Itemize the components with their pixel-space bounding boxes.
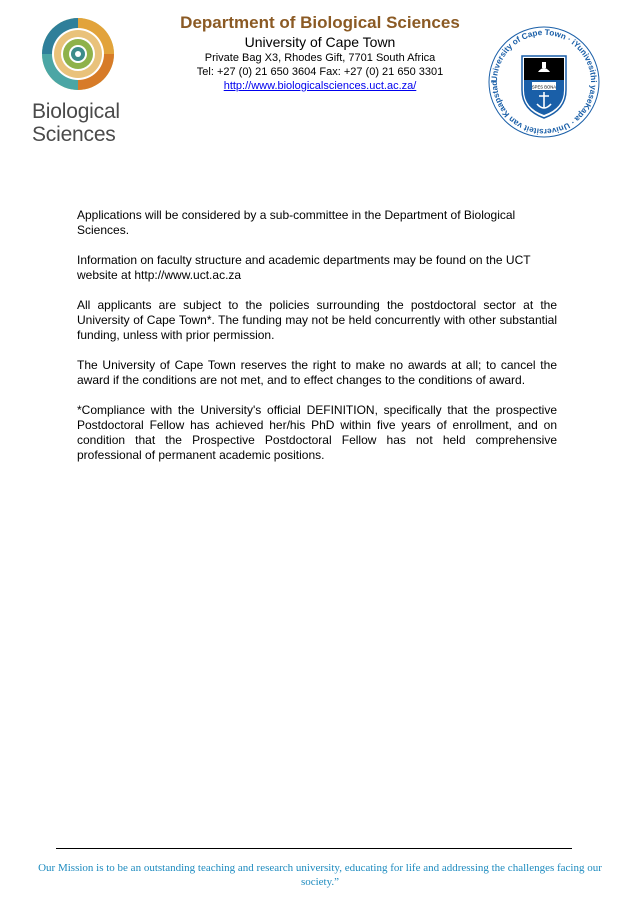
logo-text-line-1: Biological: [32, 100, 120, 123]
biological-sciences-logo: [28, 12, 128, 152]
paragraph-policies: All applicants are subject to the policies surrounding the postdoctoral sector at the University of Cape Town*. The funding may not be held concurrently with other substantial funding, unless with prior permission.: [77, 298, 557, 342]
postal-address: Private Bag X3, Rhodes Gift, 7701 South Africa: [204, 52, 436, 64]
website-link[interactable]: http://www.biologicalsciences.uct.ac.za/: [223, 80, 417, 92]
paragraph-compliance-footnote: *Compliance with the University's official DEFINITION, specifically that the prospective Postdoctoral Fellow has achieved her/his PhD within five years of enrollment, and on condition that the Prospective Postdoctoral Fellow has not held comprehensive professional of permanent academic positions.: [77, 403, 557, 462]
contact-numbers: Tel: +27 (0) 21 650 3604 Fax: +27 (0) 21 650 3301: [196, 66, 444, 78]
footer-divider: [56, 848, 572, 849]
department-title: Department of Biological Sciences: [180, 13, 460, 32]
university-name: University of Cape Town: [244, 34, 396, 50]
logo-text-line-2: Sciences: [32, 123, 116, 146]
paragraph-reserves-right: The University of Cape Town reserves the right to make no awards at all; to cancel the award if the conditions are not met, and to effect changes to the conditions of award.: [77, 358, 557, 387]
seal-motto: SPES BONA: [531, 84, 557, 90]
letterhead: [140, 12, 500, 93]
logo-wordmark: [32, 100, 120, 146]
seal-ring-text: University of Cape Town · iYunivesithi yaseKapa · Universiteit van Kaapstad: [489, 27, 599, 137]
uct-seal: [486, 24, 602, 140]
ammonite-shell-icon: [34, 12, 124, 94]
paragraph-applications: Applications will be considered by a sub-committee in the Department of Biological Sciences.: [77, 208, 516, 237]
document-body: [77, 208, 557, 478]
paragraph-faculty-info: Information on faculty structure and academic departments may be found on the UCT website at http://www.uct.ac.za: [77, 253, 531, 282]
mission-statement: Our Mission is to be an outstanding teaching and research university, educating for life and addressing the challenges facing our society.”: [38, 862, 602, 888]
university-crest-icon: [486, 24, 602, 140]
